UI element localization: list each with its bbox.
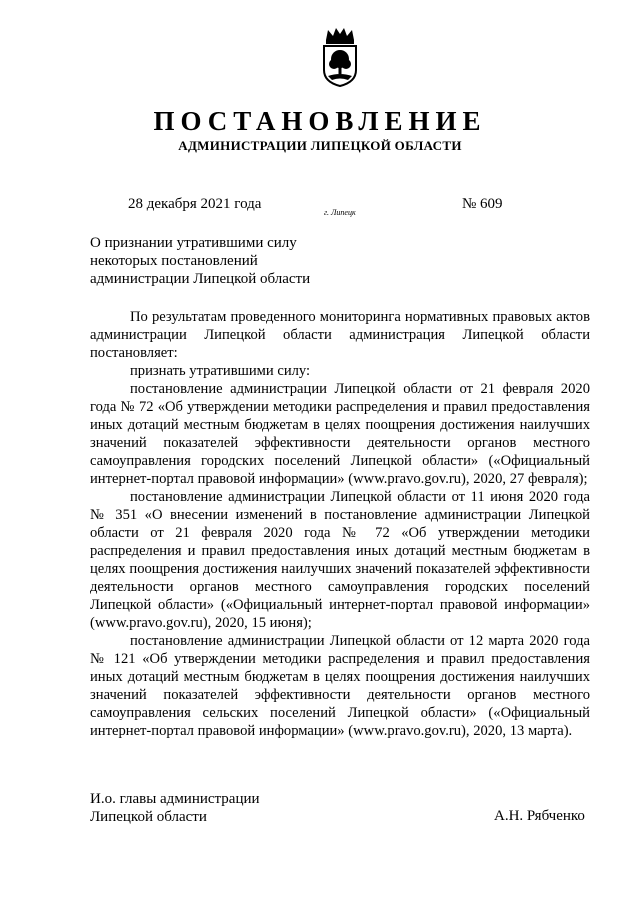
body-paragraph: постановление администрации Липецкой области от 11 июня 2020 года № 351 «О внесении изменений в постановление администрации Липецкой области от 21 февраля 2020 года № 72 «Об утверждении методики распределения и правил предоставления иных дотаций местным бюджетам в целях поощрения достижения наилучших значений показателей эффективности деятельности органов местного самоуправления городских поселений Липецкой области» («Официальный интернет-портал правовой информации» (www.pravo.gov.ru), 2020, 15 июня); [90,489,590,631]
body-paragraph: признать утратившими силу: [130,363,311,379]
document-city: г. Липецк [324,208,356,217]
document-number: № 609 [462,196,503,212]
coat-of-arms-icon [318,26,362,88]
subject-line: О признании утратившими силу [90,235,297,251]
document-subtitle: АДМИНИСТРАЦИИ ЛИПЕЦКОЙ ОБЛАСТИ [178,138,462,153]
body-paragraph: постановление администрации Липецкой области от 21 февраля 2020 года № 72 «Об утверждении методики распределения и правил предоставления иных дотаций местным бюджетам в целях поощрения достижения наилучших значений показателей эффективности деятельности органов местного самоуправления городских поселений Липецкой области» («Официальный интернет-портал правовой информации» (www.pravo.gov.ru), 2020, 27 февраля); [90,381,590,487]
signatory-position-line: Липецкой области [90,809,207,825]
signatory-position-line: И.о. главы администрации [90,791,260,807]
signatory-position [90,790,260,826]
document-title: ПОСТАНОВЛЕНИЕ [153,106,487,136]
body-paragraph: постановление администрации Липецкой области от 12 марта 2020 года № 121 «Об утверждении методики распределения и правил предоставления иных дотаций местным бюджетам в целях поощрения достижения наилучших значений показателей эффективности деятельности органов местного самоуправления сельских поселений Липецкой области» («Официальный интернет-портал правовой информации» (www.pravo.gov.ru), 2020, 13 марта). [90,633,590,739]
body-paragraph: По результатам проведенного мониторинга нормативных правовых актов администрации Липецкой области администрация Липецкой области постановляет: [90,309,590,361]
subject-line: администрации Липецкой области [90,271,311,287]
document-date: 28 декабря 2021 года [128,196,262,212]
document-subject [90,234,310,288]
subject-line: некоторых постановлений [90,253,258,269]
document-body [90,308,590,740]
signatory-name: А.Н. Рябченко [494,808,585,824]
